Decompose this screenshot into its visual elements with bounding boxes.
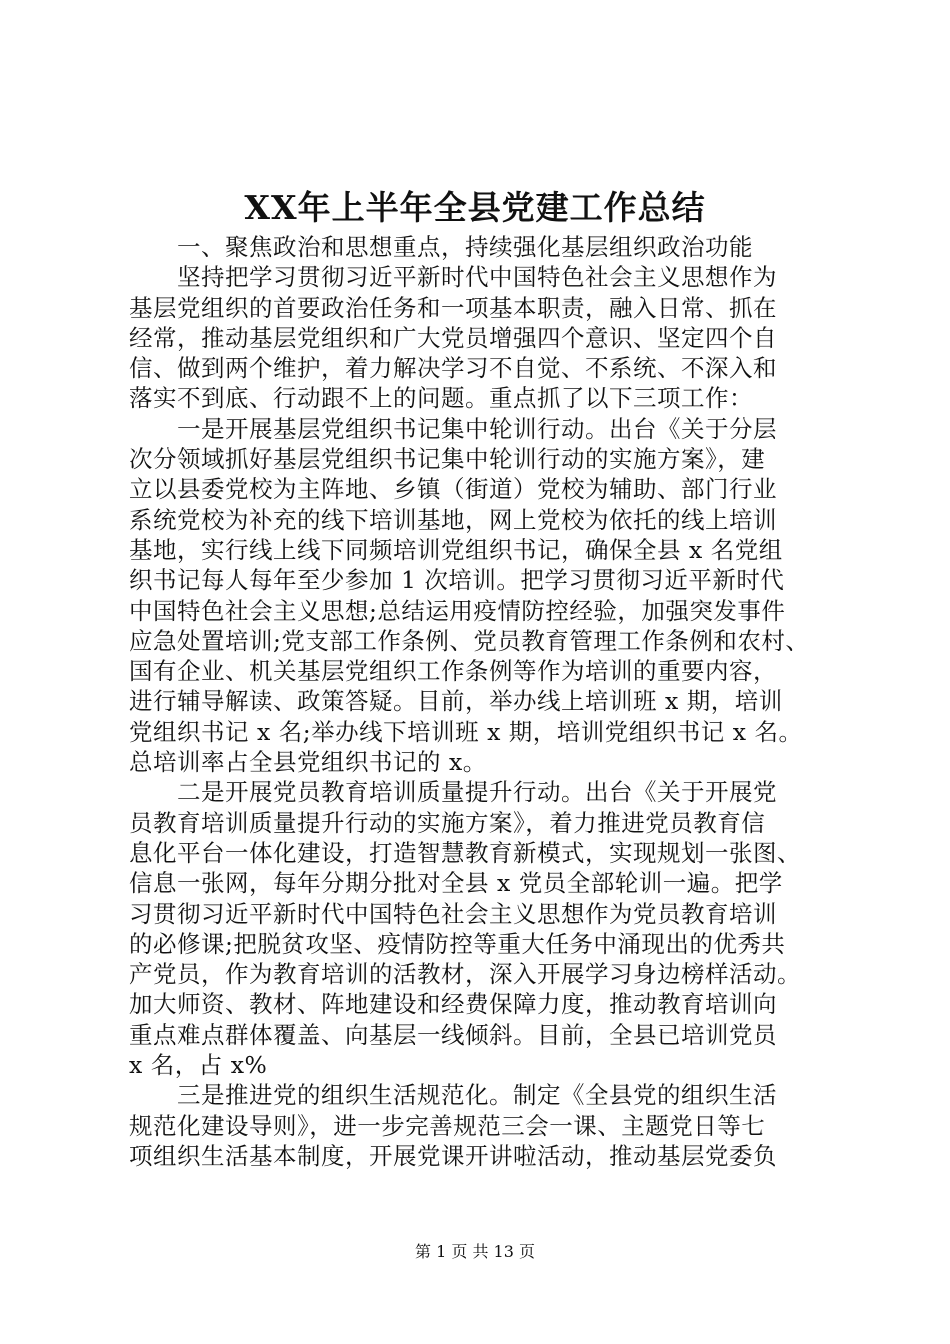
document-title: XX年上半年全县党建工作总结 — [244, 188, 706, 227]
text-line: 产党员，作为教育培训的活教材，深入开展学习身边榜样活动。 — [129, 960, 801, 989]
text-line: 一、聚焦政治和思想重点，持续强化基层组织政治功能 — [129, 233, 753, 261]
text-line: 基地，实行线上线下同频培训党组织书记，确保全县 x 名党组 — [129, 535, 783, 564]
text-line: 进行辅导解读、政策答疑。目前，举办线上培训班 x 期，培训 — [129, 687, 783, 716]
text-line: 员教育培训质量提升行动的实施方案》，着力推进党员教育信 — [129, 808, 766, 837]
text-line: 加大师资、教材、阵地建设和经费保障力度，推动教育培训向 — [129, 990, 777, 1019]
text-line: 系统党校为补充的线下培训基地，网上党校为依托的线上培训 — [129, 505, 777, 534]
text-line: 的必修课;把脱贫攻坚、疫情防控等重大任务中涌现出的优秀共 — [129, 929, 786, 958]
text-line: 信、做到两个维护，着力解决学习不自觉、不系统、不深入和 — [129, 354, 777, 383]
text-line: 坚持把学习贯彻习近平新时代中国特色社会主义思想作为 — [129, 263, 777, 292]
text-line: 立以县委党校为主阵地、乡镇（街道）党校为辅助、部门行业 — [129, 475, 777, 504]
text-line: 党组织书记 x 名;举办线下培训班 x 期，培训党组织书记 x 名。 — [129, 717, 803, 746]
text-line: 国有企业、机关基层党组织工作条例等作为培训的重要内容， — [129, 657, 777, 686]
text-line: x 名，占 x% — [129, 1051, 268, 1080]
text-line: 织书记每人每年至少参加 1 次培训。把学习贯彻习近平新时代 — [129, 566, 785, 595]
text-line: 落实不到底、行动跟不上的问题。重点抓了以下三项工作： — [129, 384, 753, 413]
text-line: 应急处置培训;党支部工作条例、党员教育管理工作条例和农村、 — [129, 626, 810, 655]
text-line: 规范化建设导则》，进一步完善规范三会一课、主题党日等七 — [129, 1111, 766, 1140]
text-line: 经常，推动基层党组织和广大党员增强四个意识、坚定四个自 — [129, 323, 777, 352]
text-line: 一是开展基层党组织书记集中轮训行动。出台《关于分层 — [129, 414, 777, 443]
text-line: 基层党组织的首要政治任务和一项基本职责，融入日常、抓在 — [129, 293, 777, 322]
text-line: 信息一张网，每年分期分批对全县 x 党员全部轮训一遍。把学 — [129, 869, 783, 898]
text-line: 三是推进党的组织生活规范化。制定《全县党的组织生活 — [129, 1081, 777, 1110]
text-line: 习贯彻习近平新时代中国特色社会主义思想作为党员教育培训 — [129, 899, 777, 928]
text-line: 总培训率占全县党组织书记的 x。 — [129, 748, 487, 777]
text-line: 二是开展党员教育培训质量提升行动。出台《关于开展党 — [129, 778, 777, 807]
text-line: 重点难点群体覆盖、向基层一线倾斜。目前，全县已培训党员 — [129, 1020, 777, 1049]
text-line: 中国特色社会主义思想;总结运用疫情防控经验，加强突发事件 — [129, 596, 786, 625]
text-line: 次分领域抓好基层党组织书记集中轮训行动的实施方案》，建 — [129, 445, 766, 474]
page-footer: 第 1 页 共 13 页 — [415, 1242, 535, 1261]
text-line: 项组织生活基本制度，开展党课开讲啦活动，推动基层党委负 — [129, 1141, 777, 1170]
text-line: 息化平台一体化建设，打造智慧教育新模式，实现规划一张图、 — [129, 838, 801, 867]
document-body — [129, 232, 831, 1171]
